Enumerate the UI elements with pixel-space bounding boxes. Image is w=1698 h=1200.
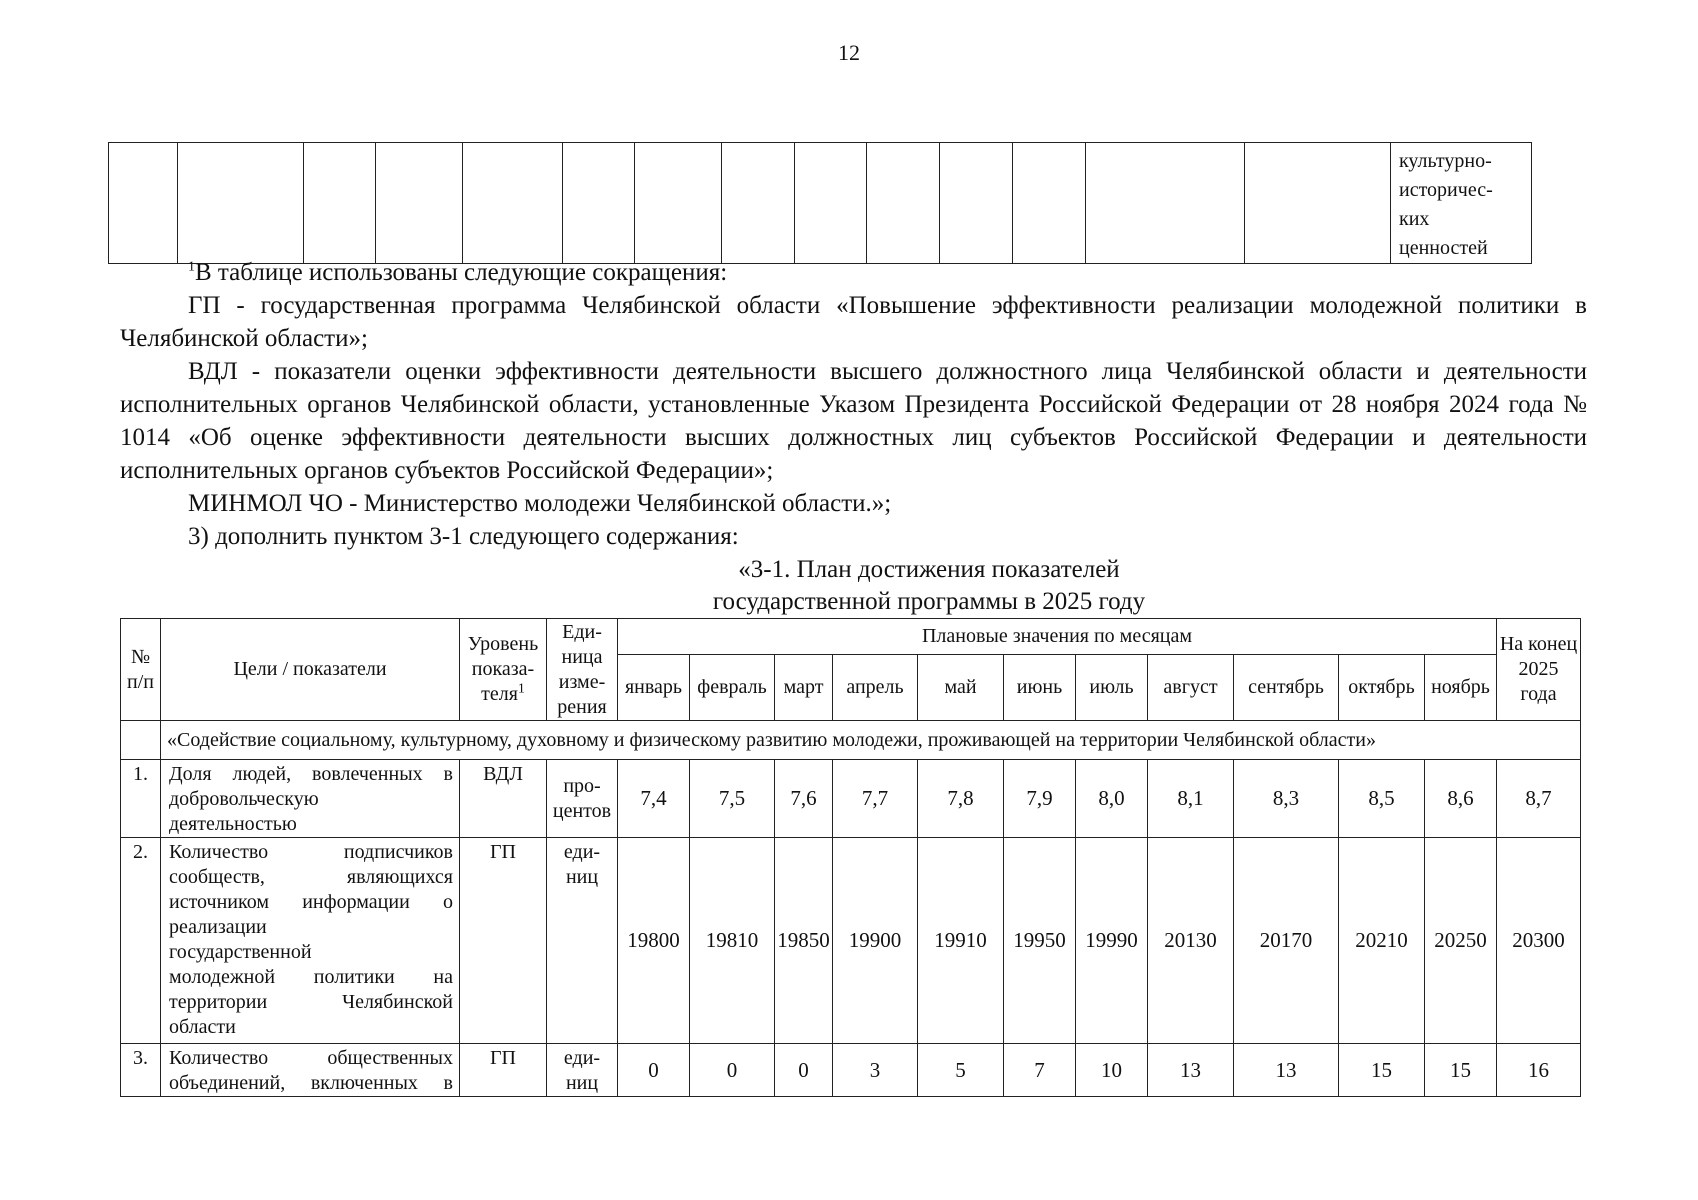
- section-row: [121, 721, 1581, 760]
- goal-line: сообществ, являющихся: [169, 866, 453, 888]
- table-title-line2: государственной программы в 2025 году: [712, 588, 1146, 615]
- row-level: ВДЛ: [460, 760, 547, 838]
- footnote-vdl: ВДЛ - показатели оценки эффективности деятельности высшего должностного лица Челябинской области и деятельности исполнительных органов Челябинской области, установленные Указом Президента Российской Федерации от 28 ноября 2024 года № 1014 «Об оценке эффективности деятельности высших должностных лиц субъектов Российской Федерации и деятельности исполнительных органов субъектов Российской Федерации»;: [120, 358, 1587, 484]
- table-cell: [304, 143, 376, 264]
- table-cell: [940, 143, 1013, 264]
- goal-line: деятельностью: [169, 813, 297, 835]
- value-cell: 0: [618, 1044, 690, 1097]
- table-cell: [178, 143, 304, 264]
- value-cell: 7,9: [1004, 760, 1076, 838]
- goal-line: Количество общественных: [169, 1047, 453, 1069]
- table-title-line1: «3-1. План достижения показателей: [738, 556, 1120, 583]
- value-cell: 19950: [1004, 838, 1076, 1044]
- header-plan: Плановые значения по месяцам: [618, 619, 1497, 655]
- value-cell: 15: [1339, 1044, 1425, 1097]
- amendment-text: 3) дополнить пунктом 3-1 следующего содержания:: [188, 523, 739, 550]
- value-cell: 20250: [1425, 838, 1497, 1044]
- row-goal: [161, 760, 460, 838]
- month-header: октябрь: [1339, 655, 1425, 721]
- value-cell: 10: [1076, 1044, 1148, 1097]
- goal-line: молодежной политики на: [169, 966, 453, 988]
- value-cell: 8,1: [1148, 760, 1234, 838]
- goal-line: добровольческую: [169, 788, 319, 810]
- month-header: ноябрь: [1425, 655, 1497, 721]
- footnote-mark: 1: [188, 259, 195, 275]
- value-cell: 7: [1004, 1044, 1076, 1097]
- table-cell: [1086, 143, 1245, 264]
- value-cell: 20130: [1148, 838, 1234, 1044]
- value-cell: 20300: [1497, 838, 1581, 1044]
- footnote-intro-text: В таблице использованы следующие сокращения:: [195, 259, 728, 286]
- month-header: сентябрь: [1234, 655, 1339, 721]
- page-number: 12: [838, 40, 860, 65]
- header-num: № п/п: [121, 619, 161, 721]
- table-row: [121, 1044, 1581, 1097]
- row-unit: еди-ниц: [547, 838, 618, 1044]
- table-cell-last: [1391, 143, 1532, 264]
- goal-line: объединений, включенных в: [169, 1072, 453, 1094]
- plan-table: [120, 618, 1581, 1097]
- table-cell: [463, 143, 563, 264]
- value-cell: 19850: [775, 838, 833, 1044]
- goal-line: источником информации о: [169, 891, 453, 913]
- goal-line: территории Челябинской: [169, 991, 453, 1013]
- row-goal: [161, 1044, 460, 1097]
- table-cell: [563, 143, 635, 264]
- value-cell: 0: [690, 1044, 775, 1097]
- value-cell: 20210: [1339, 838, 1425, 1044]
- table-cell: [795, 143, 867, 264]
- value-cell: 19990: [1076, 838, 1148, 1044]
- goal-line: области: [169, 1016, 236, 1038]
- row-num: 2.: [121, 838, 161, 1044]
- table-row: [121, 838, 1581, 1044]
- footnote-gp: ГП - государственная программа Челябинской области «Повышение эффективности реализации молодежной политики в Челябинской области»;: [120, 292, 1587, 352]
- value-cell: 7,7: [833, 760, 918, 838]
- row-level: ГП: [460, 838, 547, 1044]
- row-num: 1.: [121, 760, 161, 838]
- header-end: На конец 2025 года: [1497, 619, 1581, 721]
- table-title: [0, 554, 1698, 618]
- value-cell: 8,7: [1497, 760, 1581, 838]
- row-level: ГП: [460, 1044, 547, 1097]
- month-header: май: [918, 655, 1004, 721]
- value-cell: 19910: [918, 838, 1004, 1044]
- value-cell: 7,5: [690, 760, 775, 838]
- goal-line: реализации: [169, 916, 267, 938]
- value-cell: 8,5: [1339, 760, 1425, 838]
- value-cell: 8,3: [1234, 760, 1339, 838]
- month-header: январь: [618, 655, 690, 721]
- month-header: июнь: [1004, 655, 1076, 721]
- header-level-text: Уровень показа-теля: [467, 633, 539, 705]
- table-row: [121, 760, 1581, 838]
- value-cell: 8,6: [1425, 760, 1497, 838]
- header-row: [121, 619, 1581, 655]
- month-header: август: [1148, 655, 1234, 721]
- value-cell: 19810: [690, 838, 775, 1044]
- goal-line: государственной: [169, 941, 312, 963]
- value-cell: 7,6: [775, 760, 833, 838]
- value-cell: 7,8: [918, 760, 1004, 838]
- row-num: 3.: [121, 1044, 161, 1097]
- header-level-sup: 1: [517, 681, 525, 697]
- value-cell: 20170: [1234, 838, 1339, 1044]
- table-cell: [1013, 143, 1086, 264]
- row-unit: про-центов: [547, 760, 618, 838]
- header-level: [460, 619, 547, 721]
- value-cell: 19800: [618, 838, 690, 1044]
- month-header: март: [775, 655, 833, 721]
- value-cell: 7,4: [618, 760, 690, 838]
- goal-line: Количество подписчиков: [169, 841, 453, 863]
- footnote-minmol: МИНМОЛ ЧО - Министерство молодежи Челябинской области.»;: [188, 490, 892, 517]
- value-cell: 19900: [833, 838, 918, 1044]
- value-cell: 16: [1497, 1044, 1581, 1097]
- table-cell: [635, 143, 722, 264]
- value-cell: 8,0: [1076, 760, 1148, 838]
- section-num-cell: [121, 721, 161, 760]
- table-cell: [867, 143, 940, 264]
- cell-text: культурно- историчес- ких ценностей: [1399, 150, 1493, 259]
- value-cell: 0: [775, 1044, 833, 1097]
- continued-table-row: [109, 143, 1532, 264]
- value-cell: 15: [1425, 1044, 1497, 1097]
- table-cell: [722, 143, 795, 264]
- continued-table: [108, 142, 1532, 264]
- month-header: июль: [1076, 655, 1148, 721]
- footnote-intro: [120, 256, 1587, 289]
- table-cell: [109, 143, 178, 264]
- header-unit: Еди-ница изме-рения: [547, 619, 618, 721]
- table-cell: [1245, 143, 1391, 264]
- table-cell: [376, 143, 463, 264]
- goal-line: Доля людей, вовлеченных в: [169, 763, 453, 785]
- value-cell: 13: [1148, 1044, 1234, 1097]
- value-cell: 13: [1234, 1044, 1339, 1097]
- section-title: «Содействие социальному, культурному, духовному и физическому развитию молодежи, проживающей на территории Челябинской области»: [161, 721, 1581, 760]
- row-unit: еди-ниц: [547, 1044, 618, 1097]
- header-goal: Цели / показатели: [161, 619, 460, 721]
- row-goal: [161, 838, 460, 1044]
- month-header: апрель: [833, 655, 918, 721]
- value-cell: 3: [833, 1044, 918, 1097]
- footnote-block: [120, 256, 1587, 553]
- value-cell: 5: [918, 1044, 1004, 1097]
- month-header: февраль: [690, 655, 775, 721]
